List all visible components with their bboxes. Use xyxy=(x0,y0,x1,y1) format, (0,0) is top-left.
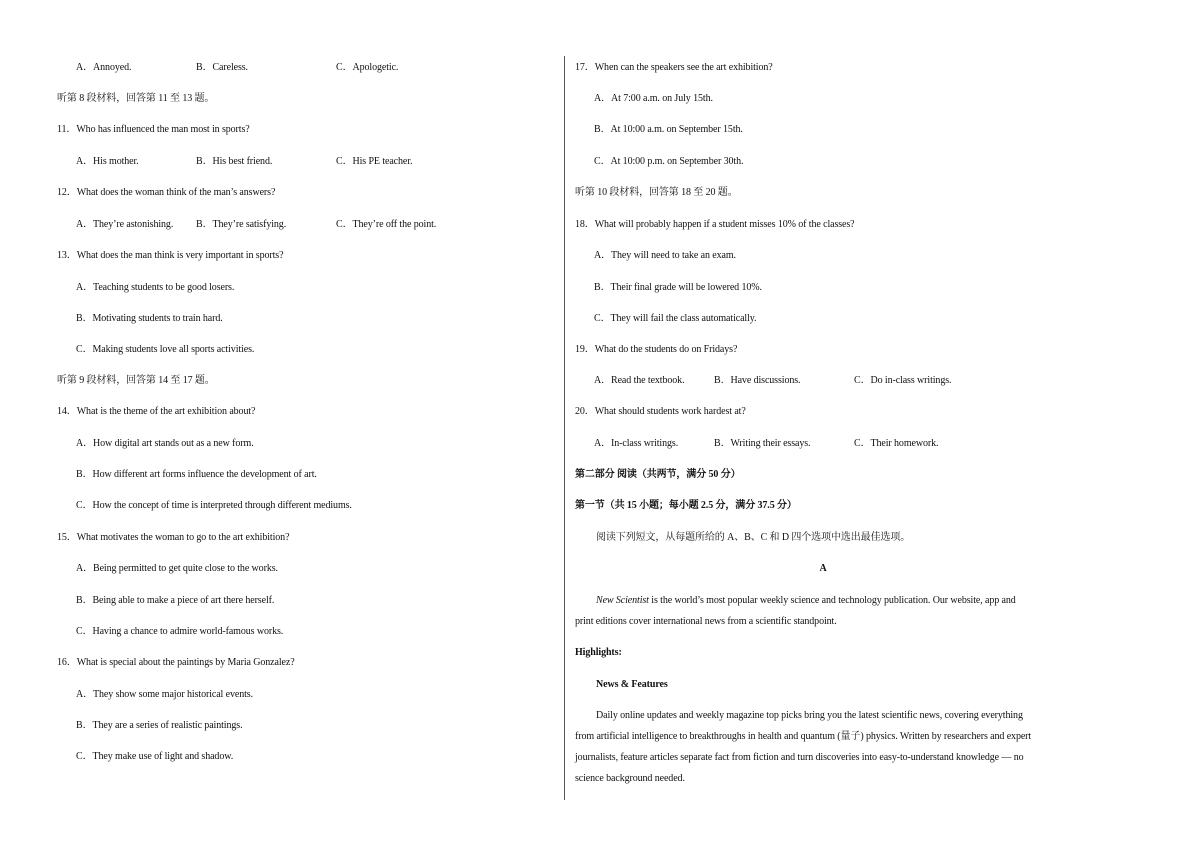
q15-option-b: B．Being able to make a piece of art there herself. xyxy=(76,595,275,606)
passage-body-line1: Daily online updates and weekly magazine top picks bring you the latest scientific news, covering everything xyxy=(596,710,1023,721)
q13-option-b: B．Motivating students to train hard. xyxy=(76,313,223,324)
passage-intro-rest: is the world’s most popular weekly science and technology publication. Our website, app and xyxy=(648,595,1016,606)
q11-option-c: C．His PE teacher. xyxy=(336,156,413,167)
q17-option-a: A．At 7:00 a.m. on July 15th. xyxy=(594,93,713,104)
q11-stem: 11．Who has influenced the man most in sports? xyxy=(57,124,250,135)
q15-stem: 15．What motivates the woman to go to the art exhibition? xyxy=(57,532,290,543)
q19-stem: 19．What do the students do on Fridays? xyxy=(575,344,738,355)
q10-option-c: C．Apologetic. xyxy=(336,62,399,73)
passage-body-line4: science background needed. xyxy=(575,773,685,784)
q16-option-c: C．They make use of light and shadow. xyxy=(76,751,234,762)
passage-letter: A xyxy=(819,563,827,574)
q19-option-a: A．Read the textbook. xyxy=(594,375,685,386)
q12-option-b: B．They’re satisfying. xyxy=(196,219,287,230)
news-features-subheading: News & Features xyxy=(596,679,668,690)
highlights-heading: Highlights: xyxy=(575,647,622,658)
q11-option-a: A．His mother. xyxy=(76,156,139,167)
q17-option-c: C．At 10:00 p.m. on September 30th. xyxy=(594,156,744,167)
q18-stem: 18．What will probably happen if a student misses 10% of the classes? xyxy=(575,219,855,230)
q13-stem: 13．What does the man think is very important in sports? xyxy=(57,250,284,261)
passage-intro-line1 xyxy=(596,594,1016,608)
q13-option-c: C．Making students love all sports activities. xyxy=(76,344,255,355)
q11-option-b: B．His best friend. xyxy=(196,156,273,167)
q15-option-a: A．Being permitted to get quite close to the works. xyxy=(76,563,278,574)
q12-stem: 12．What does the woman think of the man’s answers? xyxy=(57,187,276,198)
q20-stem: 20．What should students work hardest at? xyxy=(575,406,746,417)
q14-option-b: B．How different art forms influence the development of art. xyxy=(76,469,317,480)
q14-stem: 14．What is the theme of the art exhibition about? xyxy=(57,406,256,417)
q19-option-c: C．Do in-class writings. xyxy=(854,375,952,386)
section9-instruction: 听第 9 段材料，回答第 14 至 17 题。 xyxy=(57,375,215,386)
q18-option-c: C．They will fail the class automatically. xyxy=(594,313,757,324)
q10-option-a: A．Annoyed. xyxy=(76,62,132,73)
section10-instruction: 听第 10 段材料，回答第 18 至 20 题。 xyxy=(575,187,738,198)
q17-option-b: B．At 10:00 a.m. on September 15th. xyxy=(594,124,743,135)
q15-option-c: C．Having a chance to admire world-famous works. xyxy=(76,626,284,637)
q16-option-a: A．They show some major historical events. xyxy=(76,689,253,700)
q12-option-c: C．They’re off the point. xyxy=(336,219,437,230)
q17-stem: 17．When can the speakers see the art exhibition? xyxy=(575,62,773,73)
column-divider xyxy=(564,56,565,800)
q18-option-a: A．They will need to take an exam. xyxy=(594,250,736,261)
q12-option-a: A．They’re astonishing. xyxy=(76,219,174,230)
q20-option-b: B．Writing their essays. xyxy=(714,438,811,449)
passage-body-line2: from artificial intelligence to breakthroughs in health and quantum (量子) physics. Written by researchers and expert xyxy=(575,731,1032,742)
q14-option-c: C．How the concept of time is interpreted through different mediums. xyxy=(76,500,352,511)
q16-stem: 16．What is special about the paintings by Maria Gonzalez? xyxy=(57,657,295,668)
q13-option-a: A．Teaching students to be good losers. xyxy=(76,282,235,293)
q20-option-a: A．In-class writings. xyxy=(594,438,679,449)
q18-option-b: B．Their final grade will be lowered 10%. xyxy=(594,282,762,293)
part2-heading: 第二部分 阅读（共两节，满分 50 分） xyxy=(575,469,741,480)
q19-option-b: B．Have discussions. xyxy=(714,375,801,386)
passage-intro-line2: print editions cover international news from a scientific standpoint. xyxy=(575,616,837,627)
section1-heading: 第一节（共 15 小题；每小题 2.5 分，满分 37.5 分） xyxy=(575,500,797,511)
reading-instruction: 阅读下列短文，从每题所给的 A、B、C 和 D 四个选项中选出最佳选项。 xyxy=(596,532,911,543)
passage-body-line3: journalists, feature articles separate fact from fiction and turn discoveries into easy-to-understand knowledge — no xyxy=(575,752,1024,763)
q14-option-a: A．How digital art stands out as a new form. xyxy=(76,438,254,449)
q16-option-b: B．They are a series of realistic paintings. xyxy=(76,720,243,731)
section8-instruction: 听第 8 段材料，回答第 11 至 13 题。 xyxy=(57,93,215,104)
q20-option-c: C．Their homework. xyxy=(854,438,939,449)
publication-name: New Scientist xyxy=(596,595,649,606)
q10-option-b: B．Careless. xyxy=(196,62,248,73)
